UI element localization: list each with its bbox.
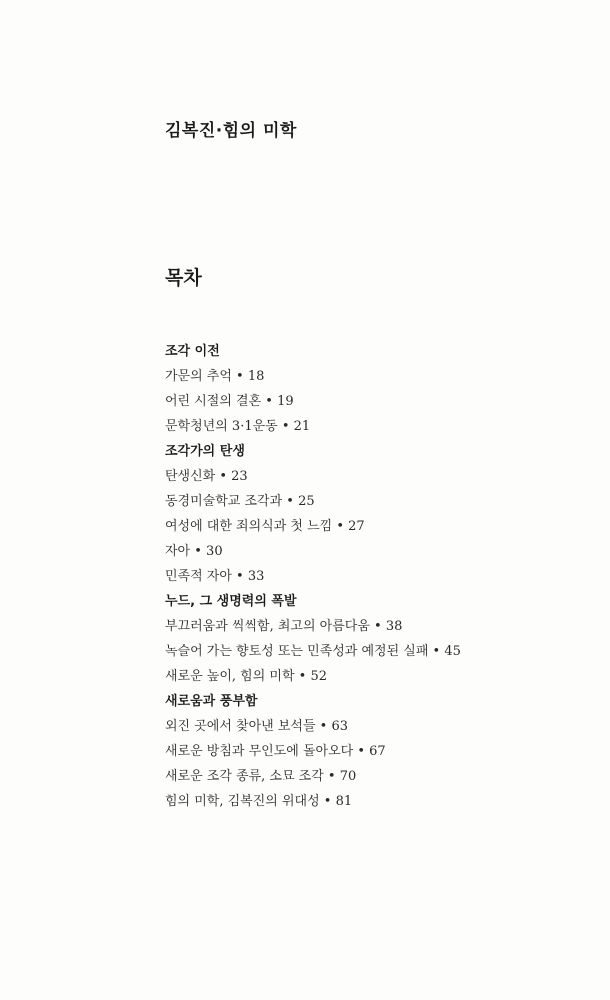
toc-entry: 새로운 조각 종류, 소묘 조각 • 70 bbox=[165, 769, 357, 784]
toc-entry: 부끄러움과 씩씩함, 최고의 아름다움 • 38 bbox=[165, 619, 403, 634]
toc-entry: 문학청년의 3·1운동 • 21 bbox=[165, 419, 311, 434]
toc-heading: 목차 bbox=[165, 267, 202, 289]
toc-entry: 민족적 자아 • 33 bbox=[165, 569, 265, 584]
toc-entry: 탄생신화 • 23 bbox=[165, 469, 248, 484]
toc-entry: 힘의 미학, 김복진의 위대성 • 81 bbox=[165, 794, 353, 809]
book-title: 김복진·힘의 미학 bbox=[165, 121, 297, 141]
toc-entry: 녹슬어 가는 향토성 또는 민족성과 예정된 실패 • 45 bbox=[165, 644, 461, 659]
toc-entry: 자아 • 30 bbox=[165, 544, 223, 559]
section-title: 새로움과 풍부함 bbox=[165, 694, 258, 709]
toc-entry: 가문의 추억 • 18 bbox=[165, 369, 265, 384]
toc-entry: 동경미술학교 조각과 • 25 bbox=[165, 494, 315, 509]
toc-entry: 새로운 높이, 힘의 미학 • 52 bbox=[165, 669, 328, 684]
toc-entry: 새로운 방침과 무인도에 돌아오다 • 67 bbox=[165, 744, 386, 759]
toc-entry: 어린 시절의 결혼 • 19 bbox=[165, 394, 294, 409]
toc-entry: 여성에 대한 죄의식과 첫 느낌 • 27 bbox=[165, 519, 365, 534]
table-of-contents bbox=[165, 339, 585, 814]
section-title: 조각 이전 bbox=[165, 344, 220, 359]
section-title: 조각가의 탄생 bbox=[165, 444, 245, 459]
section-title: 누드, 그 생명력의 폭발 bbox=[165, 594, 297, 609]
toc-entry: 외진 곳에서 찾아낸 보석들 • 63 bbox=[165, 719, 349, 734]
